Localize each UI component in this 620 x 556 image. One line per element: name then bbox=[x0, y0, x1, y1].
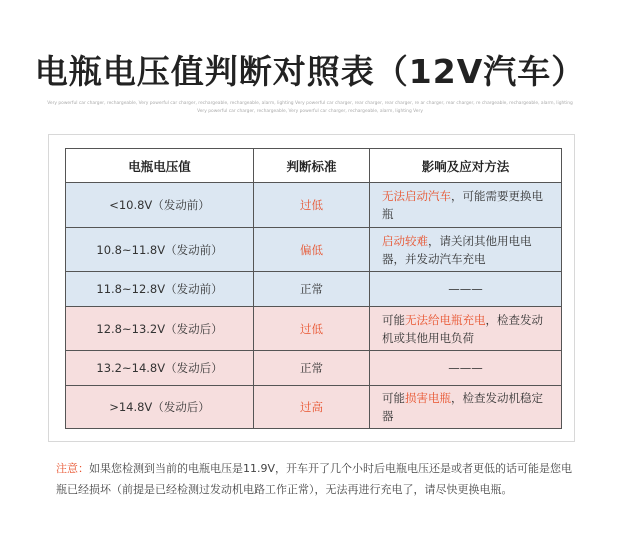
page-title: 电瓶电压值判断对照表（12V汽车） bbox=[34, 52, 586, 91]
header-row bbox=[66, 149, 562, 183]
effect-text: ，可能需要更换电瓶 bbox=[382, 189, 543, 221]
header-judgment: 判断标准 bbox=[254, 149, 370, 183]
effect-cell: ——— bbox=[370, 272, 562, 307]
judgment-cell: 过低 bbox=[254, 307, 370, 351]
voltage-cell: 10.8~11.8V（发动前） bbox=[66, 228, 254, 272]
table-row bbox=[66, 386, 562, 429]
judgment-cell: 过高 bbox=[254, 386, 370, 429]
effect-highlight: 启动较难 bbox=[382, 233, 428, 248]
voltage-cell: <10.8V（发动前） bbox=[66, 183, 254, 228]
judgment-cell: 过低 bbox=[254, 183, 370, 228]
table-row bbox=[66, 183, 562, 228]
effect-prefix: 可能 bbox=[382, 391, 405, 405]
effect-cell: ——— bbox=[370, 351, 562, 386]
note-label: 注意： bbox=[56, 462, 89, 475]
subtitle-line-1: Very powerful car charger, rechargeable, Very powerful car charger, rechargeable, rechargeable, alarm, lighting Very powerful car charger, rear charger, rear charger, re ar charger, rear charger, re chargeable, rechargeable, alarm, lighting bbox=[47, 101, 573, 106]
note-body: 如果您检测到当前的电瓶电压是11.9V，开车开了几个小时后电瓶电压还是或者更低的话可能是您电瓶已经损坏（前提是已经检测过发动机电路工作正常），无法再进行充电了，请尽快更换电瓶。 bbox=[56, 462, 573, 496]
effect-cell bbox=[370, 386, 562, 429]
effect-highlight: 损害电瓶 bbox=[405, 391, 451, 405]
effect-highlight: 无法启动汽车 bbox=[382, 189, 451, 203]
header-voltage: 电瓶电压值 bbox=[66, 149, 254, 183]
voltage-cell: 13.2~14.8V（发动后） bbox=[66, 351, 254, 386]
judgment-cell: 正常 bbox=[254, 351, 370, 386]
table-row bbox=[66, 351, 562, 386]
effect-highlight: 无法给电瓶充电 bbox=[405, 312, 486, 327]
effect-cell bbox=[370, 307, 562, 351]
effect-prefix: 可能 bbox=[382, 312, 405, 327]
effect-text: ，请关闭其他用电电器，并发动汽车充电 bbox=[382, 233, 532, 266]
header-effect: 影响及应对方法 bbox=[370, 149, 562, 183]
effect-text: ，检查发动机稳定器 bbox=[382, 391, 543, 423]
judgment-cell: 正常 bbox=[254, 272, 370, 307]
table-row bbox=[66, 228, 562, 272]
voltage-cell: >14.8V（发动后） bbox=[66, 386, 254, 429]
effect-text: ，检查发动机或其他用电负荷 bbox=[382, 312, 543, 345]
note-text bbox=[56, 458, 576, 500]
judgment-cell: 偏低 bbox=[254, 228, 370, 272]
voltage-table bbox=[65, 148, 562, 429]
table-row bbox=[66, 307, 562, 351]
effect-cell bbox=[370, 183, 562, 228]
table-row bbox=[66, 272, 562, 307]
subtitle-line-2: Very powerful car charger, rechargeable, Very powerful car charger, rechargeable, alarm, lighting Very bbox=[197, 109, 423, 114]
effect-cell bbox=[370, 228, 562, 272]
voltage-cell: 12.8~13.2V（发动后） bbox=[66, 307, 254, 351]
voltage-cell: 11.8~12.8V（发动前） bbox=[66, 272, 254, 307]
